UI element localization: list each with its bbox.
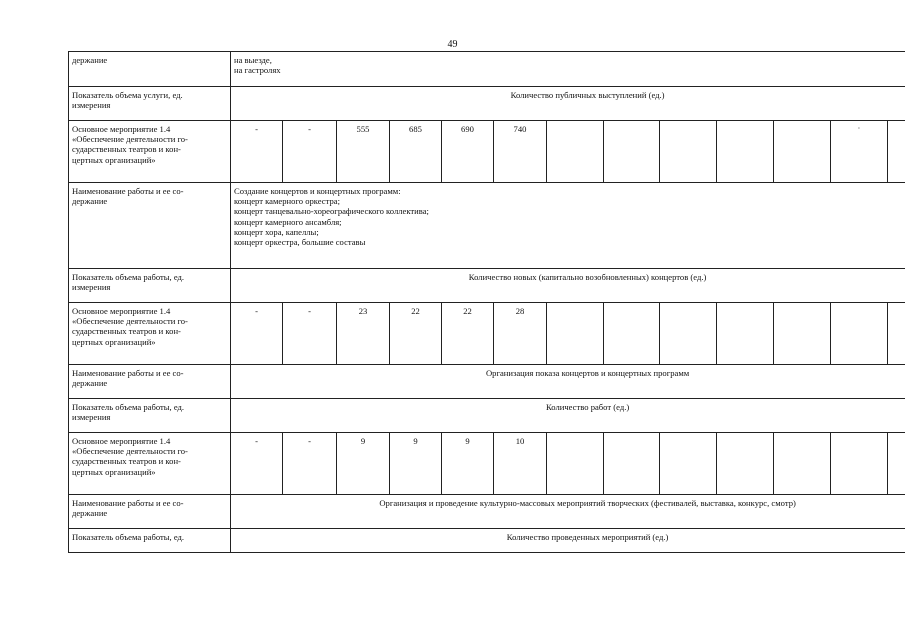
value-cell (717, 121, 774, 183)
value-cell: - (231, 433, 283, 495)
row-label: Наименование работы и ее со- держание (69, 183, 231, 269)
value-cell (547, 121, 604, 183)
table-row (69, 121, 905, 183)
value-cell (660, 303, 717, 365)
table-row (69, 365, 905, 399)
table-row (69, 529, 905, 553)
value-cell: 685 (390, 121, 442, 183)
table-row (69, 52, 905, 87)
table-row (69, 495, 905, 529)
value-cell (547, 303, 604, 365)
row-content: Создание концертов и концертных программ: концерт камерного оркестра; концерт танцевально-хореографического коллектива; концерт камерного ансамбля; концерт хора, капеллы; концерт оркестра, большие составы (231, 183, 905, 269)
value-cell (774, 303, 831, 365)
value-cell (604, 121, 660, 183)
table-row (69, 183, 905, 269)
row-label: Показатель объема работы, ед. (69, 529, 231, 553)
row-content: Количество публичных выступлений (ед.) (231, 87, 905, 121)
value-cell: 23 (337, 303, 390, 365)
row-content: Организация и проведение культурно-массовых мероприятий творческих (фестивалей, выставка, конкурс, смотр) (231, 495, 905, 529)
table-row (69, 269, 905, 303)
value-cell: - (283, 303, 337, 365)
value-cell (774, 433, 831, 495)
table-row (69, 399, 905, 433)
value-cell: 10 (494, 433, 547, 495)
row-label: Наименование работы и ее со- держание (69, 365, 231, 399)
value-cell (660, 433, 717, 495)
value-cell (717, 303, 774, 365)
table-row (69, 303, 905, 365)
table-row (69, 87, 905, 121)
value-cell (660, 121, 717, 183)
row-label: Основное мероприятие 1.4 «Обеспечение деятельности го- сударственных театров и кон- цертных организаций» (69, 303, 231, 365)
value-cell: 9 (337, 433, 390, 495)
row-content: Количество новых (капитально возобновленных) концертов (ед.) (231, 269, 905, 303)
row-label: держание (69, 52, 231, 87)
value-cell (831, 303, 888, 365)
value-cell (831, 433, 888, 495)
value-cell (547, 433, 604, 495)
value-cell (604, 433, 660, 495)
value-cell (888, 433, 905, 495)
value-cell (717, 433, 774, 495)
value-cell: 28 (494, 303, 547, 365)
row-label: Показатель объема работы, ед. измерения (69, 269, 231, 303)
value-cell: 740 (494, 121, 547, 183)
row-content: Организация показа концертов и концертных программ (231, 365, 905, 399)
value-cell: - (283, 433, 337, 495)
row-content: на выезде, на гастролях (231, 52, 905, 87)
value-cell: 9 (390, 433, 442, 495)
row-label: Основное мероприятие 1.4 «Обеспечение деятельности го- сударственных театров и кон- цертных организаций» (69, 433, 231, 495)
row-label: Показатель объема работы, ед. измерения (69, 399, 231, 433)
value-cell (604, 303, 660, 365)
value-cell: - (231, 303, 283, 365)
value-cell: - (231, 121, 283, 183)
row-label: Наименование работы и ее со- держание (69, 495, 231, 529)
row-label: Основное мероприятие 1.4 «Обеспечение деятельности го- сударственных театров и кон- цертных организаций» (69, 121, 231, 183)
services-table (68, 51, 905, 553)
value-cell: - (283, 121, 337, 183)
value-cell: 9 (442, 433, 494, 495)
value-cell (774, 121, 831, 183)
row-label: Показатель объема услуги, ед. измерения (69, 87, 231, 121)
value-cell: 22 (442, 303, 494, 365)
value-cell: 690 (442, 121, 494, 183)
value-cell: 555 (337, 121, 390, 183)
table-row (69, 433, 905, 495)
value-cell (888, 121, 905, 183)
page-number: 49 (447, 39, 458, 50)
value-cell: · (831, 121, 888, 183)
row-content: Количество работ (ед.) (231, 399, 905, 433)
value-cell: 22 (390, 303, 442, 365)
value-cell (888, 303, 905, 365)
row-content: Количество проведенных мероприятий (ед.) (231, 529, 905, 553)
